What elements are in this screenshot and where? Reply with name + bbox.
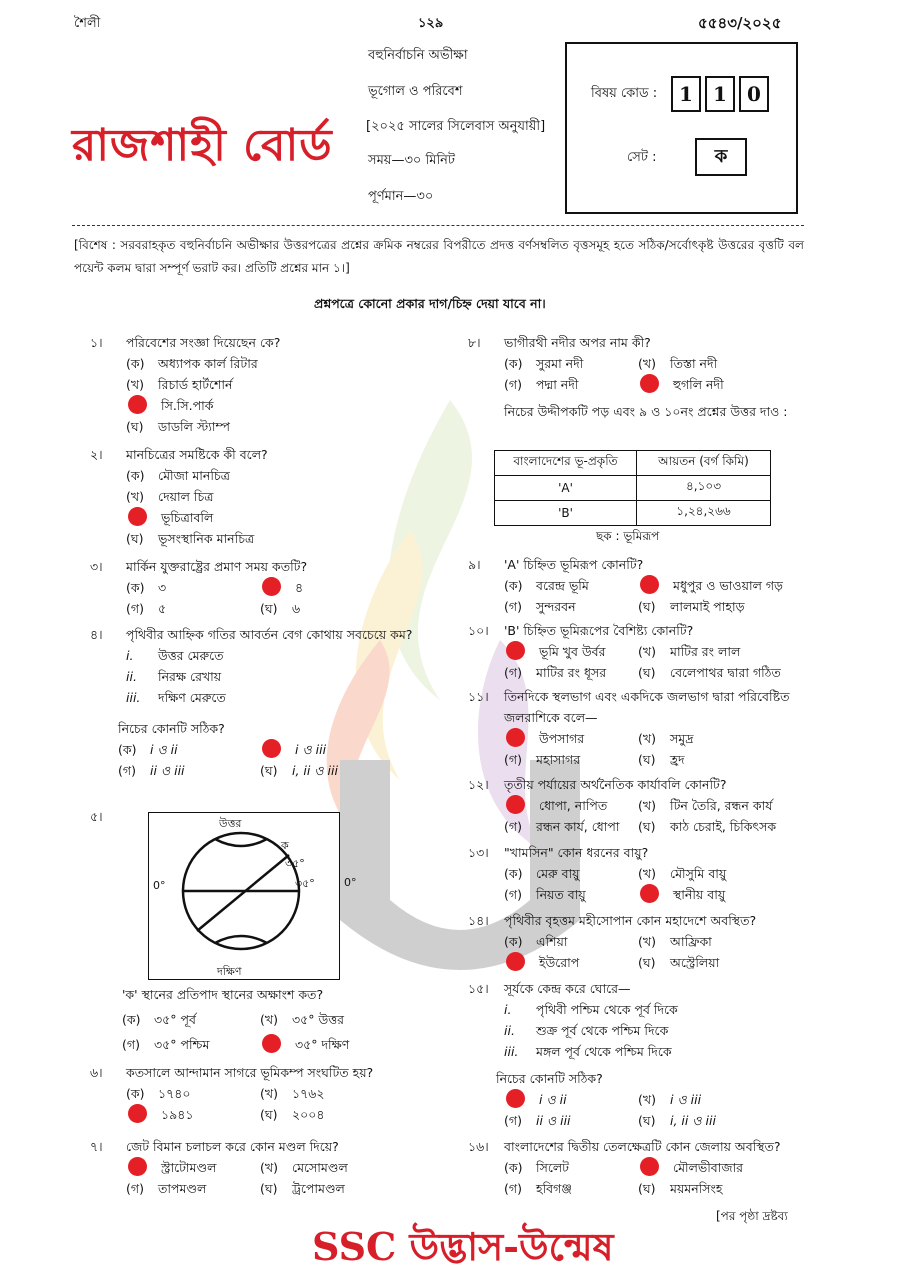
which-correct: নিচের কোনটি সঠিক? [118,721,225,736]
exam-time: সময়—৩০ মিনিট [368,153,456,168]
statement-text: উত্তর মেরুতে [158,648,224,663]
globe-diagram [148,812,340,980]
option-mark: (গ) [504,752,522,767]
option-mark: (ক) [122,1012,141,1027]
board-title: রাজশাহী বোর্ড [72,120,333,171]
option-text: সুন্দরবন [536,599,576,614]
option-text: মৌজা মানচিত্র [158,468,230,483]
option-text: ii ও iii [150,763,185,778]
option-mark: (গ) [504,599,522,614]
option-text: ii ও iii [536,1113,571,1128]
option-mark: (ঘ) [638,752,656,767]
question-12 [468,774,806,837]
question-number: ৬। [90,1065,103,1080]
question-number: ১৬। [468,1139,489,1154]
option-text: ১৭৬২ [292,1086,325,1101]
page-number: ১২৯ [418,16,444,31]
statement-mark: ii. [126,669,137,684]
question-number: ৯। [468,557,481,572]
question-text: পরিবেশের সংজ্ঞা দিয়েছেন কে? [126,335,281,350]
option-mark: (ঘ) [260,1107,278,1122]
south-label: দক্ষিণ [217,965,242,978]
question-9 [468,554,806,617]
question-text: জেট বিমান চলাচল করে কোন মণ্ডল দিয়ে? [126,1139,339,1154]
option-mark: (ক) [126,468,145,483]
option-text: ইউরোপ [539,955,580,970]
filled-answer-bubble[interactable] [506,728,525,747]
question-number: ৮। [468,335,481,350]
filled-answer-bubble[interactable] [262,1034,281,1053]
question-text: "খামসিন" কোন ধরনের বায়ু? [504,845,649,860]
globe-svg [149,813,339,979]
question-text: বাংলাদেশের দ্বিতীয় তেলক্ষেত্রটি কোন জেলায় অবস্থিত? [504,1139,781,1154]
question-14 [468,910,806,973]
option-mark: (ঘ) [638,819,656,834]
subject-code-box [565,42,798,214]
option-text: হ্রদ [670,752,685,767]
option-text: স্ট্রাটোমণ্ডল [161,1160,217,1175]
option-text: সুরমা নদী [536,356,584,371]
filled-answer-bubble[interactable] [506,641,525,660]
option-text: সিলেট [536,1160,569,1175]
option-mark: (ক) [504,866,523,881]
option-mark: (গ) [504,377,522,392]
filled-answer-bubble[interactable] [640,884,659,903]
option-text: ভূচিত্রাবলি [161,510,214,525]
subject-code-digit: 1 [705,76,735,112]
option-mark: (ক) [504,934,523,949]
question-text: পৃথিবীর আহ্নিক গতির আবর্তন বেগ কোথায় সবচেয়ে কম? [126,627,413,642]
option-text: i ও ii [150,742,178,757]
option-text: ডাডলি স্ট্যাম্প [158,419,230,434]
filled-answer-bubble[interactable] [506,795,525,814]
option-text: i, ii ও iii [670,1113,716,1128]
question-text: মানচিত্রের সমষ্টিকে কী বলে? [126,447,268,462]
option-mark: (খ) [260,1012,278,1027]
option-text: ৪ [295,580,304,595]
option-mark: (খ) [638,798,656,813]
question-number: ৭। [90,1139,103,1154]
option-mark: (ক) [504,1160,523,1175]
option-text: সি.সি.পার্ক [161,398,214,413]
option-mark: (গ) [126,601,144,616]
exam-type: বহুনির্বাচনি অভীক্ষা [368,48,468,63]
question-number: ১২। [468,777,489,792]
instruction-note: [বিশেষ : সরবরাহকৃত বহুনির্বাচনি অভীক্ষার উত্তরপত্রের প্রশ্নের ক্রমিক নম্বরের বিপরীতে প্রদত্ত বর্ণসম্বলিত বৃত্তসমূহ হতে সঠিক/সর্বোৎকৃষ্ট উত্তরের বৃত্তটি বল পয়েন্ট কলম দ্বারা সম্পূর্ণ ভরাট কর। প্রতিটি প্রশ্নের মান ১।] [74,238,804,275]
question-15 [468,978,806,1131]
filled-answer-bubble[interactable] [640,374,659,393]
option-text: পদ্মা নদী [536,377,579,392]
question-16 [468,1136,806,1199]
which-correct: নিচের কোনটি সঠিক? [496,1071,603,1086]
option-mark: (ঘ) [126,531,144,546]
statement-text: শুক্র পূর্ব থেকে পশ্চিম দিকে [536,1023,669,1038]
subject-code-label: বিষয় কোড : [591,86,658,101]
question-number: ১৩। [468,845,489,860]
option-text: ধোপা, নাপিত [539,798,608,813]
option-text: তাপমণ্ডল [158,1181,207,1196]
question-number: ২। [90,447,103,462]
header-divider [72,225,804,226]
filled-answer-bubble[interactable] [128,1157,147,1176]
question-text: সূর্যকে কেন্দ্র করে ঘোরে— [504,981,631,996]
option-text: নিয়ত বায়ু [536,887,586,902]
option-mark: (ক) [126,1086,145,1101]
option-text: দেয়াল চিত্র [158,489,214,504]
statement-text: মঙ্গল পূর্ব থেকে পশ্চিম দিকে [536,1044,672,1059]
set-label: সেট : [627,150,657,165]
question-8 [468,332,806,422]
axis-line [197,855,289,931]
angle-label-right: ৩৫° [295,877,315,890]
option-text: অধ্যাপক কার্ল রিটার [158,356,258,371]
filled-answer-bubble[interactable] [262,739,281,758]
statement-text: নিরক্ষ রেখায় [158,669,222,684]
option-text: মাটির রং লাল [670,644,741,659]
stimulus-text: নিচের উদ্দীপকটি পড় এবং ৯ ও ১০নং প্রশ্নের উত্তর দাও : [504,404,788,419]
option-mark: (খ) [126,377,144,392]
statement-mark: iii. [126,690,141,705]
paper-code: ৫৫৪৩/২০২৫ [698,14,782,32]
option-text: স্থানীয় বায়ু [673,887,726,902]
option-text: ৩৫° পূর্ব [154,1012,196,1027]
question-10 [468,620,806,683]
option-mark: (খ) [638,1092,656,1107]
filled-answer-bubble[interactable] [506,1089,525,1108]
question-13 [468,842,806,905]
option-text: মৌলভীবাজার [673,1160,744,1175]
question-4 [90,624,424,781]
question-number: ৪। [90,627,103,642]
option-text: ১৭৪০ [158,1086,191,1101]
option-text: ট্রপোমণ্ডল [292,1181,345,1196]
option-text: ৩৫° দক্ষিণ [295,1037,350,1052]
option-text: ৩৫° পশ্চিম [154,1037,210,1052]
option-text: মৌসুমি বায়ু [670,866,727,881]
question-number: ৫। [90,809,103,824]
question-text: 'B' চিহ্নিত ভূমিরূপের বৈশিষ্ট্য কোনটি? [504,623,694,638]
option-text: ৫ [158,601,167,616]
option-mark: (ঘ) [260,1181,278,1196]
option-mark: (ঘ) [260,601,278,616]
option-text: i, ii ও iii [292,763,338,778]
option-mark: (গ) [504,887,522,902]
option-mark: (খ) [126,489,144,504]
question-text: ভাগীরথী নদীর অপর নাম কী? [504,335,651,350]
question-text: কতসালে আন্দামান সাগরে ভূমিকম্প সংঘটিত হয়? [126,1065,374,1080]
option-mark: (গ) [126,1181,144,1196]
option-text: ময়মনসিংহ [670,1181,723,1196]
question-text: মার্কিন যুক্তরাষ্ট্রের প্রমাণ সময় কতটি? [126,559,308,574]
option-mark: (খ) [260,1086,278,1101]
option-mark: (খ) [638,356,656,371]
option-mark: (ঘ) [638,1181,656,1196]
subject-code-digit: 1 [671,76,701,112]
filled-answer-bubble[interactable] [640,1157,659,1176]
question-number: ১। [90,335,103,350]
option-text: তিস্তা নদী [670,356,718,371]
option-mark: (ক) [118,742,137,757]
option-mark: (ঘ) [638,599,656,614]
option-mark: (ক) [504,578,523,593]
option-text: অস্ট্রেলিয়া [670,955,720,970]
option-text: ভূমি খুব উর্বর [539,644,606,659]
question-text: 'ক' স্থানের প্রতিপাদ স্থানের অক্ষাংশ কত? [122,987,324,1002]
filled-answer-bubble[interactable] [640,575,659,594]
option-text: কাঠ চেরাই, চিকিৎসক [670,819,777,834]
question-number: ৩। [90,559,103,574]
option-mark: (ঘ) [638,955,656,970]
option-mark: (ক) [126,356,145,371]
option-mark: (খ) [638,731,656,746]
option-text: ৬ [292,601,301,616]
statement-mark: ii. [504,1023,515,1038]
warning-note: প্রশ্নপত্রে কোনো প্রকার দাগ/চিহ্ন দেয়া যাবে না। [314,296,546,311]
option-mark: (ঘ) [126,419,144,434]
table-cell: ৪,১০৩ [637,476,771,501]
option-text: মহাসাগর [536,752,581,767]
option-text: ৩৫° উত্তর [292,1012,345,1027]
zero-label-right: 0° [344,876,357,889]
stimulus-table [494,450,771,526]
option-text: সমুদ্র [670,731,694,746]
subject-code-digits [671,76,769,112]
option-mark: (খ) [638,644,656,659]
option-text: i ও ii [539,1092,567,1107]
option-mark: (গ) [118,763,136,778]
question-6 [90,1062,424,1125]
option-mark: (খ) [638,934,656,949]
set-value: ক [695,138,747,176]
option-text: বরেন্দ্র ভূমি [536,578,589,593]
table-cell: 'B' [495,501,637,526]
question-number: ১৪। [468,913,489,928]
option-mark: (গ) [504,665,522,680]
option-mark: (খ) [260,1160,278,1175]
option-text: ২০০৪ [292,1107,325,1122]
option-text: রিচার্ড হার্টশোর্ন [158,377,233,392]
question-number: ১১। [468,689,489,704]
option-text: বেলেপাথর দ্বারা গঠিত [670,665,781,680]
table-cell: 'A' [495,476,637,501]
option-text: মাটির রং ধূসর [536,665,607,680]
question-11 [468,686,806,770]
statement-mark: i. [126,648,134,663]
filled-answer-bubble[interactable] [128,1104,147,1123]
north-label: উত্তর [219,817,242,830]
statement-text: পৃথিবী পশ্চিম থেকে পূর্ব দিকে [536,1002,678,1017]
option-mark: (গ) [122,1037,140,1052]
option-mark: (গ) [504,1113,522,1128]
question-1 [90,332,420,437]
question-text: তিনদিকে স্থলভাগ এবং একদিকে জলভাগ দ্বারা পরিবেষ্টিত জলরাশিকে বলে— [504,689,790,725]
point-ka-label: ক [281,839,289,852]
filled-answer-bubble[interactable] [506,952,525,971]
option-text: এশিয়া [536,934,568,949]
option-text: ৩ [158,580,167,595]
subject-code-digit: 0 [739,76,769,112]
statement-mark: iii. [504,1044,519,1059]
option-text: i ও iii [295,742,327,757]
option-text: মধুপুর ও ভাওয়াল গড় [673,578,783,593]
option-text: মেরু বায়ু [536,866,580,881]
question-number: ১০। [468,623,489,638]
syllabus-note: [২০২৫ সালের সিলেবাস অনুযায়ী] [366,119,546,134]
question-3 [90,556,420,619]
option-text: ভূসংস্থানিক মানচিত্র [158,531,255,546]
option-mark: (ঘ) [260,763,278,778]
filled-answer-bubble[interactable] [262,577,281,596]
option-mark: (ঘ) [638,665,656,680]
statement-mark: i. [504,1002,512,1017]
statement-text: দক্ষিণ মেরুতে [158,690,226,705]
filled-answer-bubble[interactable] [128,507,147,526]
angle-label-upper: ৩৫° [285,857,305,870]
table-header-cell: বাংলাদেশের ভূ-প্রকৃতি [495,451,637,476]
question-number: ১৫। [468,981,489,996]
option-mark: (গ) [504,819,522,834]
north-arc [215,839,267,846]
option-text: লালমাই পাহাড় [670,599,745,614]
full-marks: পূর্ণমান—৩০ [368,189,434,204]
question-text: তৃতীয় পর্যায়ের অর্থনৈতিক কার্যাবলি কোনটি? [504,777,727,792]
south-arc [215,936,267,943]
table-header-cell: আয়তন (বর্গ কিমি) [637,451,771,476]
option-text: i ও iii [670,1092,702,1107]
zero-label-left: 0° [153,879,166,892]
filled-answer-bubble[interactable] [128,395,147,414]
question-text: পৃথিবীর বৃহত্তম মহীসোপান কোন মহাদেশে অবস্থিত? [504,913,757,928]
subject-name: ভূগোল ও পরিবেশ [368,84,463,99]
option-text: উপসাগর [539,731,585,746]
continue-note: [পর পৃষ্ঠা দ্রষ্টব্য [716,1209,788,1223]
option-mark: (ঘ) [638,1113,656,1128]
header-left-label: শৈলী [74,16,101,31]
table-caption: ছক : ভূমিরূপ [596,529,660,543]
option-mark: (ক) [504,356,523,371]
footer-brand: SSC উদ্ভাস-উন্মেষ [312,1224,614,1269]
option-mark: (খ) [638,866,656,881]
question-5-body [90,984,424,1055]
option-mark: (ক) [126,580,145,595]
option-text: হুগলি নদী [673,377,724,392]
option-text: ১৯৪১ [161,1107,194,1122]
option-mark: (গ) [504,1181,522,1196]
question-text: 'A' চিহ্নিত ভূমিরূপ কোনটি? [504,557,644,572]
option-text: মেসোমণ্ডল [292,1160,348,1175]
question-2 [90,444,420,549]
option-text: রন্ধন কার্য, ধোপা [536,819,620,834]
table-cell: ১,২৪,২৬৬ [637,501,771,526]
option-text: হবিগঞ্জ [536,1181,572,1196]
option-text: আফ্রিকা [670,934,712,949]
question-7 [90,1136,424,1199]
option-text: টিন তৈরি, রন্ধন কার্য [670,798,773,813]
